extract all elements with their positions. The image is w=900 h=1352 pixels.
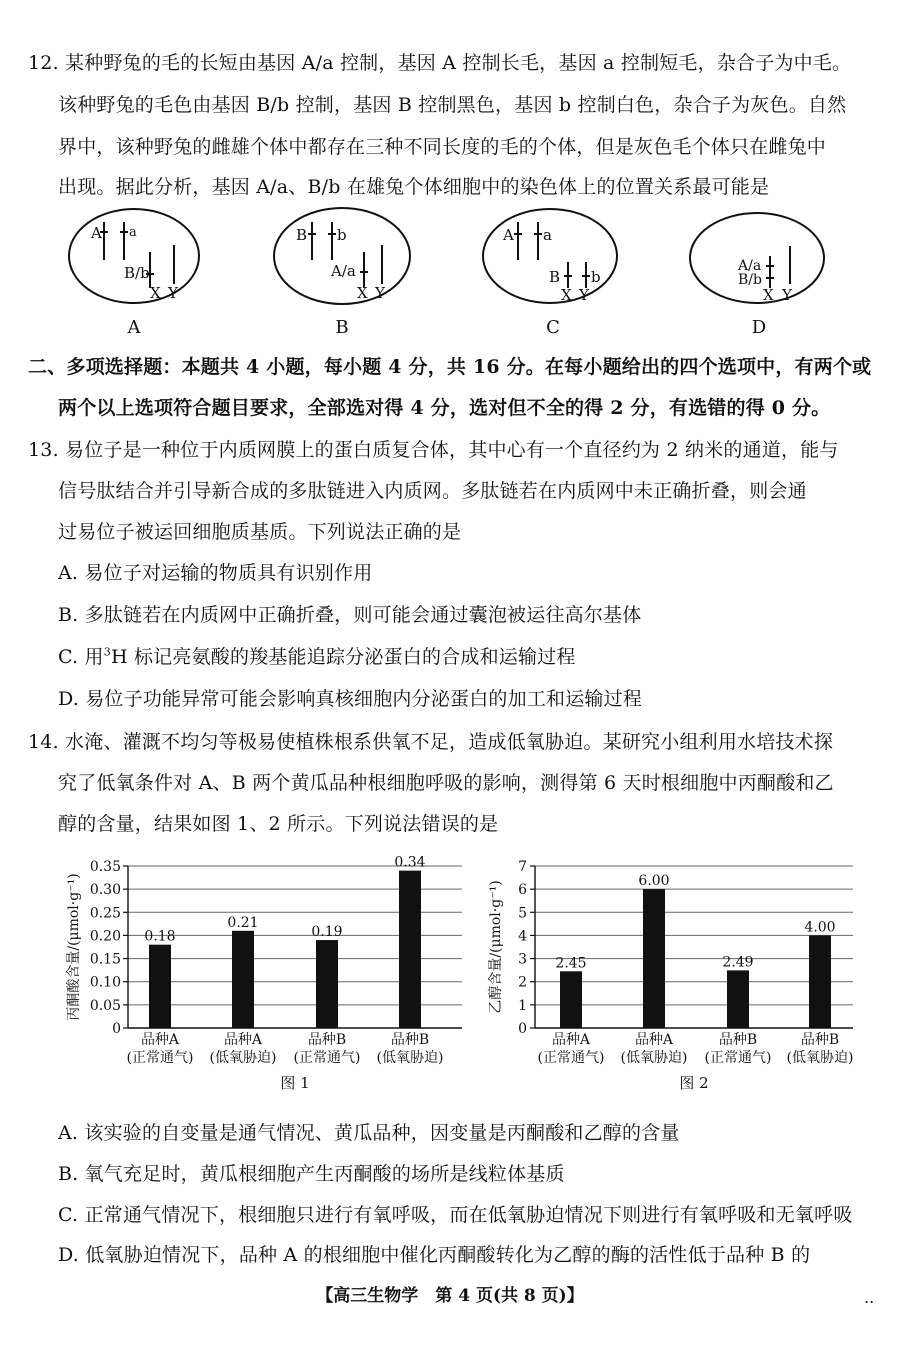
chart1-tick-label: 0.35 (89, 859, 121, 875)
chart2-bar (727, 970, 749, 1028)
chart1-title: 图 1 (280, 1074, 310, 1092)
cell-c-label-6: Y (579, 286, 589, 304)
chart1-category-label: 品种B (390, 1032, 430, 1048)
cell-c-label-2: a (543, 226, 552, 244)
chart2-bar (643, 889, 665, 1028)
chart2-title: 图 2 (679, 1074, 709, 1092)
q13-option-c (58, 642, 576, 669)
q12-line-4: 出现。据此分析，基因 A/a、B/b 在雄兔个体细胞中的染色体上的位置关系最可能是 (58, 176, 770, 198)
cell-c-label-4: b (591, 268, 601, 286)
chart1-bar (316, 940, 338, 1028)
q14-option-c: C. 正常通气情况下，根细胞只进行有氧呼吸，而在低氧胁迫情况下则进行有氧呼吸和无氧呼吸 (58, 1204, 853, 1226)
q14-option-a: A. 该实验的自变量是通气情况、黄瓜品种，因变量是丙酮酸和乙醇的含量 (58, 1122, 680, 1144)
chart2-bar (560, 971, 582, 1028)
chart1-tick-label: 0 (112, 1021, 121, 1037)
cell-d-label-3: X (763, 286, 774, 304)
chart2-tick-label: 7 (518, 859, 527, 875)
chromosome-diagrams (0, 200, 900, 340)
chart1-data-label: 0.18 (144, 928, 176, 945)
section2-line-1: 二、多项选择题：本题共 4 小题，每小题 4 分，共 16 分。在每小题给出的四个选项中，有两个或 (28, 356, 872, 378)
q13-option-c-text: H 标记亮氨酸的羧基能追踪分泌蛋白的合成和运输过程 (110, 646, 576, 668)
chart2-data-label: 2.49 (722, 954, 754, 971)
section2-line-2: 两个以上选项符合题目要求，全部选对得 4 分，选对但不全的得 2 分，有选错的得 0 分。 (58, 397, 831, 419)
cell-a-label-5: Y (168, 284, 178, 302)
page-footer: 【高三生物学 第 4 页(共 8 页)】 (316, 1286, 584, 1306)
cell-c-outline (483, 209, 617, 303)
chart2-bar (809, 935, 831, 1028)
chart1-category-sublabel: (正常通气) (126, 1050, 194, 1066)
chart2-y-axis-label: 乙醇含量/(μmol·g⁻¹) (488, 880, 504, 1014)
cell-b-label-1: B (296, 226, 308, 244)
q13-line-2: 信号肽结合并引导新合成的多肽链进入内质网。多肽链若在内质网中未正确折叠，则会通 (58, 480, 807, 502)
chart1-bar (399, 871, 421, 1028)
chart2-tick-label: 3 (518, 951, 527, 968)
chart1-bar (149, 945, 171, 1028)
chart2-tick-label: 5 (518, 905, 527, 922)
chart2-tick-label: 0 (518, 1021, 527, 1037)
option-d-letter: D (751, 317, 767, 338)
chart1-tick-label: 0.10 (89, 974, 121, 991)
cell-a-label-2: a (129, 225, 137, 240)
cell-a-label-4: X (150, 284, 161, 302)
charts-area (0, 848, 900, 1098)
chart2-category-label: 品种B (800, 1032, 840, 1048)
cell-d-label-4: Y (782, 286, 792, 304)
q12-line-1: 12. 某种野兔的毛的长短由基因 A/a 控制，基因 A 控制长毛，基因 a 控制短毛，杂合子为中毛。 (28, 52, 852, 74)
q13-option-d: D. 易位子功能异常可能会影响真核细胞内分泌蛋白的加工和运输过程 (58, 688, 643, 710)
corner-mark: .. (864, 1288, 875, 1307)
chart2-tick-label: 1 (518, 997, 527, 1014)
chart1-category-sublabel: (低氧胁迫) (209, 1050, 277, 1066)
chart1-data-label: 0.34 (394, 854, 426, 871)
chart2-category-label: 品种A (634, 1032, 674, 1048)
chart1-tick-label: 0.25 (89, 905, 121, 922)
chart2-category-label: 品种B (718, 1032, 758, 1048)
chart2-category-sublabel: (低氧胁迫) (786, 1050, 854, 1066)
chart1-y-axis-label: 丙酮酸含量/(μmol·g⁻¹) (66, 873, 82, 1021)
chart1-tick-label: 0.15 (89, 951, 121, 968)
cell-b-label-5: Y (375, 284, 385, 302)
chart1-category-label: 品种A (223, 1032, 263, 1048)
chart1-tick-label: 0.30 (89, 882, 121, 899)
option-b-letter: B (335, 317, 349, 338)
cell-b-label-3: A/a (331, 262, 356, 280)
option-c-letter: C (546, 317, 560, 338)
cell-d-label-2: B/b (738, 272, 762, 288)
q13-option-c-prefix: C. 用 (58, 646, 104, 668)
q13-line-3: 过易位子被运回细胞质基质。下列说法正确的是 (58, 521, 462, 543)
chart1-category-sublabel: (正常通气) (293, 1050, 361, 1066)
chart1-category-label: 品种B (307, 1032, 347, 1048)
q14-line-3: 醇的含量，结果如图 1、2 所示。下列说法错误的是 (58, 813, 499, 835)
chart1-category-label: 品种A (140, 1032, 180, 1048)
chart2-data-label: 4.00 (804, 919, 836, 936)
chart1-category-sublabel: (低氧胁迫) (376, 1050, 444, 1066)
chart2-category-sublabel: (正常通气) (537, 1050, 605, 1066)
q13-option-b: B. 多肽链若在内质网中正确折叠，则可能会通过囊泡被运往高尔基体 (58, 604, 642, 626)
chart2-category-sublabel: (正常通气) (704, 1050, 772, 1066)
cell-b-label-2: b (337, 226, 347, 244)
cell-b-outline (274, 208, 410, 304)
cell-b-label-4: X (357, 284, 368, 302)
q14-line-1: 14. 水淹、灌溉不均匀等极易使植株根系供氧不足，造成低氧胁迫。某研究小组利用水培技术探 (28, 731, 834, 753)
chart2-tick-label: 6 (518, 882, 527, 899)
chart2-tick-label: 4 (518, 928, 527, 945)
q13-option-a: A. 易位子对运输的物质具有识别作用 (58, 562, 373, 584)
q14-line-2: 究了低氧条件对 A、B 两个黄瓜品种根细胞呼吸的影响，测得第 6 天时根细胞中丙酮酸和乙 (58, 772, 834, 794)
option-a-letter: A (127, 317, 141, 338)
chart2-data-label: 6.00 (638, 873, 670, 890)
q13-line-1: 13. 易位子是一种位于内质网膜上的蛋白质复合体，其中心有一个直径约为 2 纳米的通道，能与 (28, 439, 839, 461)
cell-a-label-3: B/b (124, 264, 150, 282)
cell-a-outline (69, 209, 199, 303)
chart1-data-label: 0.21 (227, 914, 259, 931)
q12-line-2: 该种野兔的毛色由基因 B/b 控制，基因 B 控制黑色，基因 b 控制白色，杂合子为灰色。自然 (58, 94, 847, 116)
cell-c-label-5: X (561, 286, 572, 304)
chart2-data-label: 2.45 (555, 955, 587, 972)
chart2-category-label: 品种A (551, 1032, 591, 1048)
cell-c-label-3: B (549, 268, 561, 286)
chart2-category-sublabel: (低氧胁迫) (620, 1050, 688, 1066)
q14-option-b: B. 氧气充足时，黄瓜根细胞产生丙酮酸的场所是线粒体基质 (58, 1163, 565, 1185)
cell-a-label-1: A (91, 224, 102, 242)
cell-d-label-1: A/a (738, 258, 762, 274)
chart2-tick-label: 2 (518, 974, 527, 991)
cell-c-label-1: A (503, 226, 514, 244)
q13-option-c-isotope: 3 (103, 645, 111, 659)
q12-line-3: 界中，该种野兔的雌雄个体中都存在三种不同长度的毛的个体，但是灰色毛个体只在雌兔中 (58, 136, 827, 158)
chart1-tick-label: 0.20 (89, 928, 121, 945)
chart1-tick-label: 0.05 (89, 997, 121, 1014)
q14-option-d: D. 低氧胁迫情况下，品种 A 的根细胞中催化丙酮酸转化为乙醇的酶的活性低于品种 B 的 (58, 1244, 811, 1266)
chart1-bar (232, 931, 254, 1028)
chart1-data-label: 0.19 (311, 924, 343, 941)
